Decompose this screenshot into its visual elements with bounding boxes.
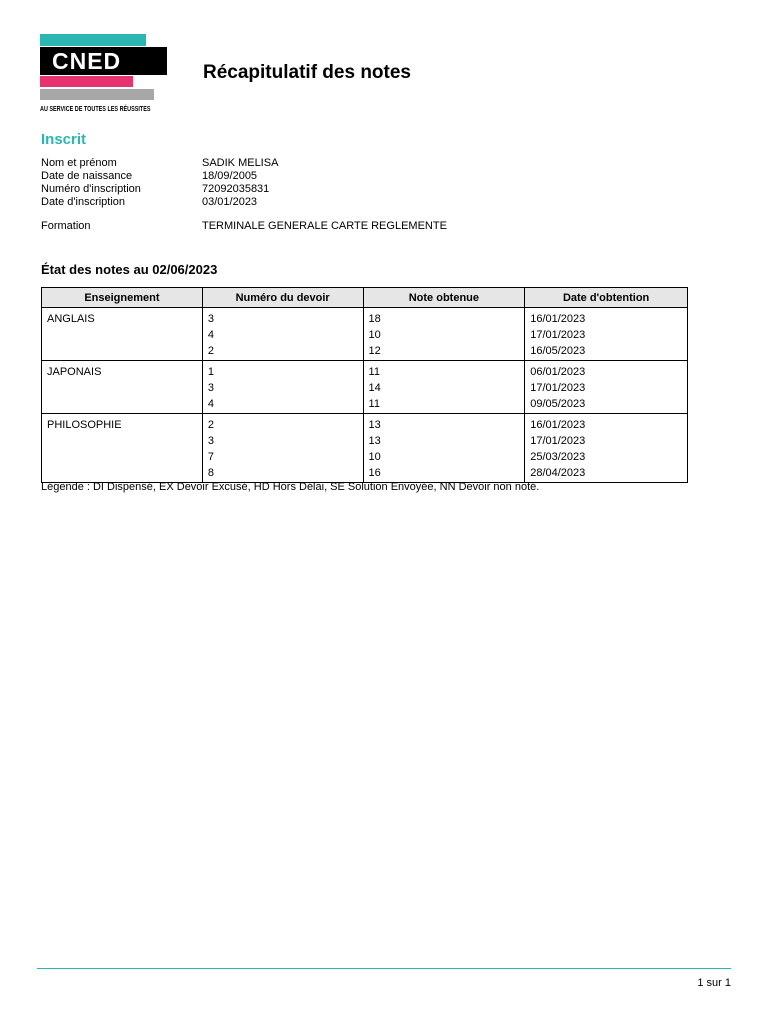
date-value: 16/01/2023	[530, 313, 586, 325]
note-value: 11	[368, 398, 380, 410]
subject-cell	[42, 361, 203, 414]
date-value: 16/05/2023	[530, 345, 586, 357]
info-value: 72092035831	[202, 183, 270, 195]
note-value: 11	[368, 366, 380, 378]
logo-tagline: AU SERVICE DE TOUTES LES RÉUSSITES	[40, 106, 151, 113]
note-value: 16	[368, 467, 381, 479]
column-header: Numéro du devoir	[202, 288, 363, 308]
logo-text: CNED	[52, 48, 122, 74]
info-value: 18/09/2005	[202, 170, 258, 182]
subject-name: PHILOSOPHIE	[47, 419, 122, 431]
date-value: 17/01/2023	[530, 435, 586, 447]
page-title: Récapitulatif des notes	[203, 62, 411, 83]
date-cell	[525, 308, 688, 361]
devoir-number: 1	[207, 366, 214, 378]
footer-divider	[37, 968, 731, 969]
devoir-number: 3	[207, 435, 214, 447]
info-label: Date de naissance	[41, 170, 133, 182]
logo-bar-teal	[40, 34, 146, 46]
column-header: Enseignement	[42, 288, 203, 308]
note-value: 13	[368, 435, 381, 447]
subject-name: ANGLAIS	[47, 313, 95, 325]
table-header-row	[42, 288, 688, 308]
info-label: Formation	[41, 220, 91, 232]
info-value: TERMINALE GENERALE CARTE REGLEMENTE	[202, 220, 447, 232]
subject-cell	[42, 308, 203, 361]
note-cell	[363, 308, 525, 361]
table-row-philosophie	[42, 414, 688, 483]
devoir-number: 4	[207, 398, 214, 410]
date-value: 16/01/2023	[530, 419, 586, 431]
devoir-cell	[202, 308, 363, 361]
subject-name: JAPONAIS	[47, 366, 102, 378]
logo-bar-gray	[40, 89, 154, 100]
note-value: 14	[368, 382, 381, 394]
logo-bar-black	[40, 47, 167, 75]
grades-table	[41, 287, 688, 483]
date-cell	[525, 361, 688, 414]
devoir-number: 3	[207, 382, 214, 394]
note-value: 18	[368, 313, 381, 325]
devoir-cell	[202, 361, 363, 414]
info-label: Date d'inscription	[41, 196, 126, 208]
date-value: 25/03/2023	[530, 451, 586, 463]
note-value: 13	[368, 419, 381, 431]
devoir-number: 4	[207, 329, 214, 341]
logo-bar-pink	[40, 76, 133, 87]
date-value: 06/01/2023	[530, 366, 586, 378]
info-label: Nom et prénom	[41, 157, 117, 169]
devoir-number: 7	[207, 451, 214, 463]
devoir-cell	[202, 414, 363, 483]
table-row-anglais	[42, 308, 688, 361]
subject-cell	[42, 414, 203, 483]
date-value: 17/01/2023	[530, 382, 586, 394]
section-title-inscrit: Inscrit	[41, 131, 87, 148]
grades-title: État des notes au 02/06/2023	[41, 262, 218, 277]
devoir-number: 8	[207, 467, 214, 479]
devoir-number: 2	[207, 345, 214, 357]
page-number: 1 sur 1	[697, 977, 731, 989]
note-value: 10	[368, 329, 381, 341]
date-cell	[525, 414, 688, 483]
column-header: Date d'obtention	[525, 288, 688, 308]
note-cell	[363, 414, 525, 483]
info-label: Numéro d'inscription	[41, 183, 141, 195]
date-value: 28/04/2023	[530, 467, 586, 479]
info-value: 03/01/2023	[202, 196, 258, 208]
grades-legend: Légende : DI Dispensé, EX Devoir Excusé, HD Hors Délai, SE Solution Envoyée, NN Devoir non noté.	[41, 481, 540, 493]
cned-logo	[40, 34, 170, 116]
note-value: 10	[368, 451, 381, 463]
info-value: SADIK MELISA	[202, 157, 279, 169]
column-header: Note obtenue	[363, 288, 525, 308]
devoir-number: 2	[207, 419, 214, 431]
date-value: 17/01/2023	[530, 329, 586, 341]
date-value: 09/05/2023	[530, 398, 586, 410]
note-cell	[363, 361, 525, 414]
devoir-number: 3	[207, 313, 214, 325]
note-value: 12	[368, 345, 381, 357]
table-row-japonais	[42, 361, 688, 414]
